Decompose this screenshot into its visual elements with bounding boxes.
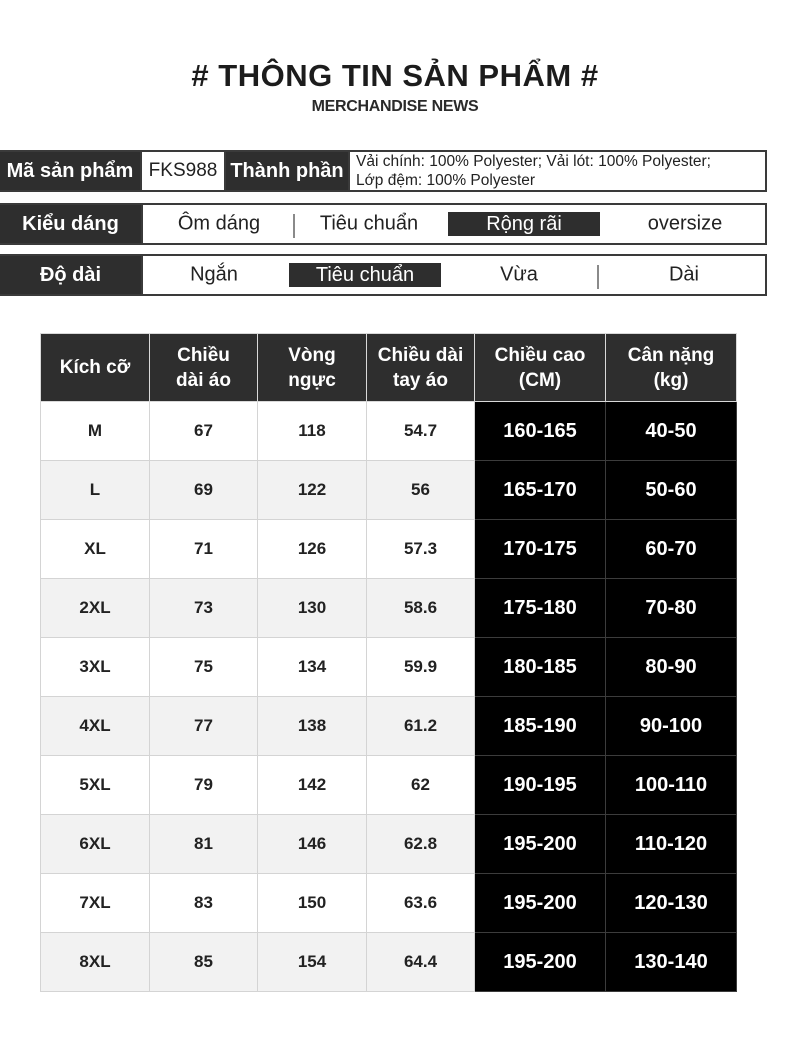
style-option-oversize[interactable]: oversize xyxy=(647,212,723,235)
header-sleeve-length: Chiều dài tay áo xyxy=(367,334,475,402)
cell-shirt-length: 75 xyxy=(150,638,258,697)
cell-weight: 50-60 xyxy=(606,461,737,520)
cell-weight: 90-100 xyxy=(606,697,737,756)
table-row xyxy=(41,933,737,992)
cell-weight: 80-90 xyxy=(606,638,737,697)
cell-shirt-length: 67 xyxy=(150,402,258,461)
cell-shirt-length: 77 xyxy=(150,697,258,756)
cell-weight: 100-110 xyxy=(606,756,737,815)
cell-size: 3XL xyxy=(41,638,150,697)
product-code-value: FKS988 xyxy=(140,152,226,190)
cell-height: 195-200 xyxy=(475,815,606,874)
table-row xyxy=(41,402,737,461)
cell-sleeve-length: 56 xyxy=(367,461,475,520)
header-weight: Cân nặng (kg) xyxy=(606,334,737,402)
table-row xyxy=(41,697,737,756)
cell-weight: 110-120 xyxy=(606,815,737,874)
cell-weight: 40-50 xyxy=(606,402,737,461)
cell-chest: 130 xyxy=(258,579,367,638)
cell-size: 7XL xyxy=(41,874,150,933)
cell-shirt-length: 73 xyxy=(150,579,258,638)
header-size: Kích cỡ xyxy=(41,334,150,402)
table-row xyxy=(41,756,737,815)
cell-chest: 142 xyxy=(258,756,367,815)
product-info-row xyxy=(0,150,767,192)
cell-shirt-length: 85 xyxy=(150,933,258,992)
cell-sleeve-length: 63.6 xyxy=(367,874,475,933)
cell-height: 160-165 xyxy=(475,402,606,461)
cell-size: XL xyxy=(41,520,150,579)
cell-chest: 150 xyxy=(258,874,367,933)
cell-height: 195-200 xyxy=(475,874,606,933)
cell-size: 2XL xyxy=(41,579,150,638)
style-option-standard[interactable]: Tiêu chuẩn xyxy=(319,212,419,235)
table-header-row xyxy=(41,334,737,402)
cell-chest: 126 xyxy=(258,520,367,579)
size-chart-table xyxy=(40,333,737,992)
style-divider xyxy=(293,214,295,238)
table-row xyxy=(41,579,737,638)
header-shirt-length: Chiều dài áo xyxy=(150,334,258,402)
page-title: # THÔNG TIN SẢN PHẨM # xyxy=(191,58,599,93)
cell-sleeve-length: 62.8 xyxy=(367,815,475,874)
style-label: Kiểu dáng xyxy=(0,205,141,243)
table-body xyxy=(41,402,737,992)
style-option-fitted[interactable]: Ôm dáng xyxy=(177,212,261,235)
cell-size: 6XL xyxy=(41,815,150,874)
page-subtitle: MERCHANDISE NEWS xyxy=(311,98,479,115)
length-options xyxy=(141,256,765,294)
cell-height: 195-200 xyxy=(475,933,606,992)
length-row xyxy=(0,254,767,296)
material-line-1: Vải chính: 100% Polyester; Vải lót: 100% Polyester; xyxy=(356,153,711,170)
cell-sleeve-length: 62 xyxy=(367,756,475,815)
cell-height: 180-185 xyxy=(475,638,606,697)
table-row xyxy=(41,638,737,697)
length-divider xyxy=(597,265,599,289)
length-option-standard-selected[interactable]: Tiêu chuẩn xyxy=(289,263,441,287)
cell-weight: 130-140 xyxy=(606,933,737,992)
cell-sleeve-length: 61.2 xyxy=(367,697,475,756)
cell-sleeve-length: 57.3 xyxy=(367,520,475,579)
cell-height: 170-175 xyxy=(475,520,606,579)
cell-shirt-length: 83 xyxy=(150,874,258,933)
length-label: Độ dài xyxy=(0,256,141,294)
table-row xyxy=(41,461,737,520)
cell-shirt-length: 69 xyxy=(150,461,258,520)
table-row xyxy=(41,520,737,579)
cell-weight: 120-130 xyxy=(606,874,737,933)
cell-height: 175-180 xyxy=(475,579,606,638)
style-row xyxy=(0,203,767,245)
cell-chest: 146 xyxy=(258,815,367,874)
cell-size: 5XL xyxy=(41,756,150,815)
cell-sleeve-length: 54.7 xyxy=(367,402,475,461)
cell-shirt-length: 79 xyxy=(150,756,258,815)
cell-size: 8XL xyxy=(41,933,150,992)
cell-chest: 134 xyxy=(258,638,367,697)
cell-size: M xyxy=(41,402,150,461)
material-value xyxy=(348,152,765,190)
table-row xyxy=(41,874,737,933)
length-option-medium[interactable]: Vừa xyxy=(500,263,538,286)
cell-size: L xyxy=(41,461,150,520)
cell-shirt-length: 71 xyxy=(150,520,258,579)
cell-weight: 70-80 xyxy=(606,579,737,638)
cell-height: 185-190 xyxy=(475,697,606,756)
cell-height: 190-195 xyxy=(475,756,606,815)
cell-chest: 118 xyxy=(258,402,367,461)
material-line-2: Lớp đệm: 100% Polyester xyxy=(356,172,536,189)
cell-chest: 138 xyxy=(258,697,367,756)
cell-chest: 122 xyxy=(258,461,367,520)
table-row xyxy=(41,815,737,874)
cell-height: 165-170 xyxy=(475,461,606,520)
cell-sleeve-length: 59.9 xyxy=(367,638,475,697)
cell-sleeve-length: 58.6 xyxy=(367,579,475,638)
style-options xyxy=(141,205,765,243)
header-chest: Vòng ngực xyxy=(258,334,367,402)
length-option-long[interactable]: Dài xyxy=(668,263,699,286)
cell-shirt-length: 81 xyxy=(150,815,258,874)
style-option-loose-selected[interactable]: Rộng rãi xyxy=(448,212,600,236)
cell-weight: 60-70 xyxy=(606,520,737,579)
cell-sleeve-length: 64.4 xyxy=(367,933,475,992)
length-option-short[interactable]: Ngắn xyxy=(190,263,238,286)
material-label: Thành phần xyxy=(226,152,348,190)
cell-chest: 154 xyxy=(258,933,367,992)
product-code-label: Mã sản phẩm xyxy=(0,152,140,190)
header-height: Chiều cao (CM) xyxy=(475,334,606,402)
cell-size: 4XL xyxy=(41,697,150,756)
